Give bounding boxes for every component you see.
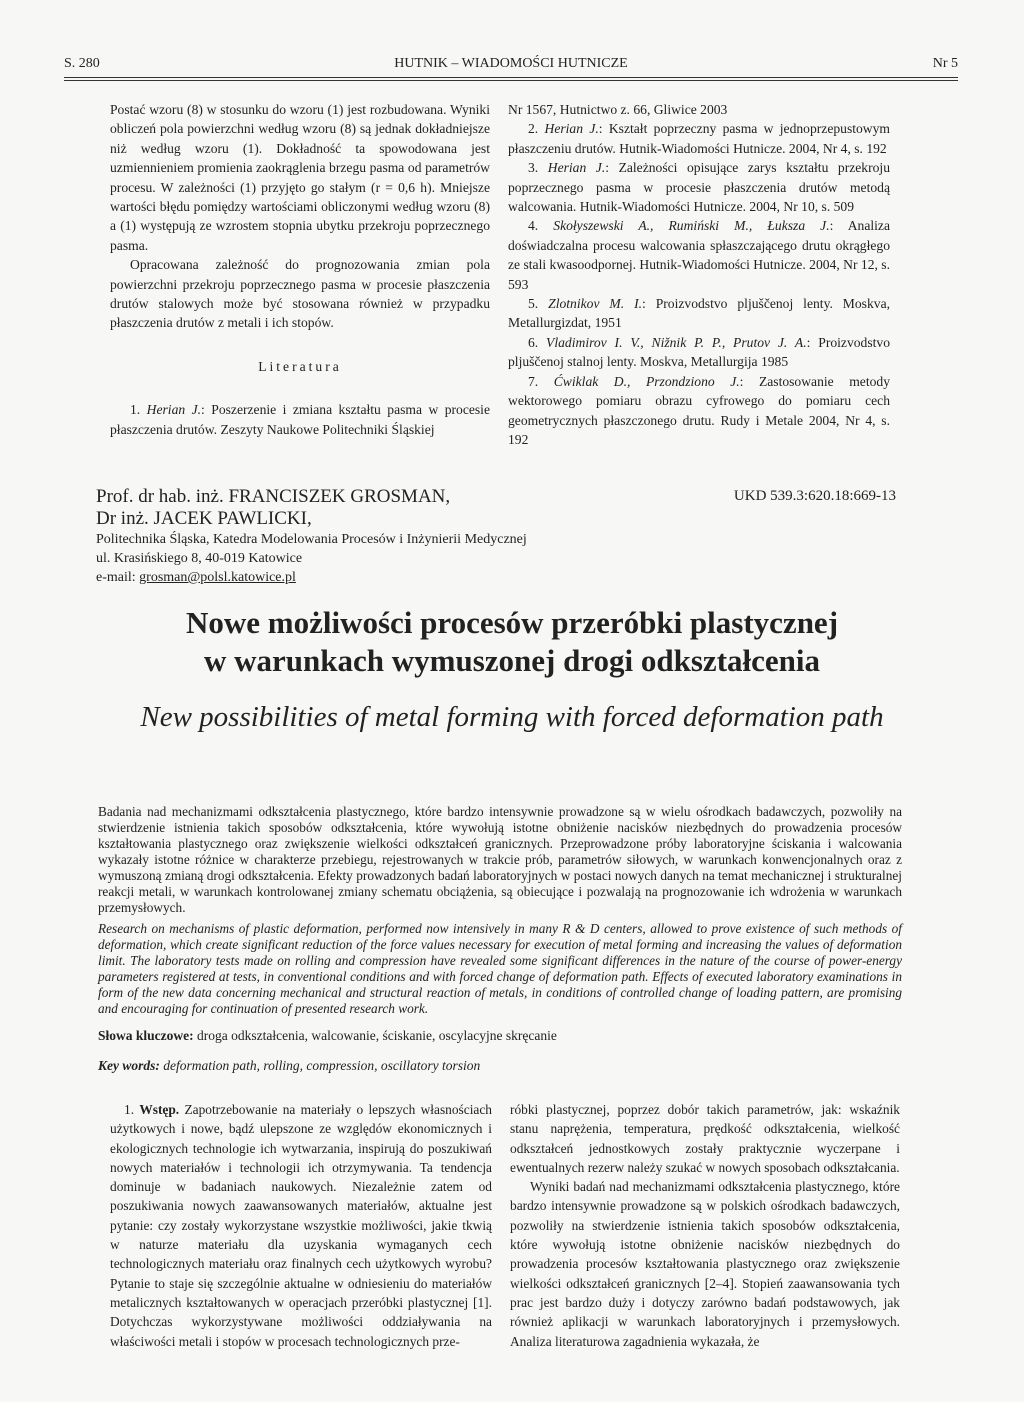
section-heading: Wstęp. — [139, 1102, 180, 1117]
author-name: Dr inż. JACEK PAWLICKI, — [96, 508, 312, 529]
keywords-text: deformation path, rolling, compression, oscillatory torsion — [159, 1058, 481, 1073]
body-right-column — [510, 1100, 900, 1351]
author-name: Prof. dr hab. inż. FRANCISZEK GROSMAN, — [96, 486, 451, 507]
previous-article-left-column — [110, 100, 490, 439]
title-line: Nowe możliwości procesów przeróbki plastycznej — [185, 605, 839, 640]
reference-continuation: Nr 1567, Hutnictwo z. 66, Gliwice 2003 — [508, 102, 728, 117]
reference-number: 4. — [528, 218, 539, 234]
keywords-english — [98, 1058, 480, 1074]
reference-item — [508, 372, 890, 450]
abstract-english: Research on mechanisms of plastic deformation, performed now intensively in many R & D centers, allowed to prove existence of such methods of deformation, which create significant reduction of the force values necessary for execution of metal forming and increasing the values of deformation limit. The laboratory tests made on rolling and compression have revealed some significant differences in the nature of the course of power-energy parameters registered at tests, in conventional conditions and with forced change of deformation path. Effects of executed laboratory examinations in form of the new data concerning mechanical and structural reaction of metals, in conditions of controlled change of loading pattern, are promising and encouraging for continuation of presented research work. — [98, 921, 902, 1016]
reference-item — [508, 216, 890, 294]
reference-text: : Zależności opisujące zarys kształtu przekroju poprzecznego pasma w procesie płaszczenia drutów metodą walcowania. Hutnik-Wiadomości Hutnicze. 2004, Nr 10, s. 509 — [508, 160, 891, 215]
reference-number: 5. — [528, 296, 539, 312]
paragraph: róbki plastycznej, poprzez dobór takich parametrów, jak: wskaźnik stanu naprężenia, temperatura, prędkość odkształcenia, wielkość odkształceń jednostkowych zostały praktycznie wyczerpane i ewentualnych rezerw należy szukać w nowych sposobach odkształcania. — [510, 1102, 900, 1175]
reference-item — [508, 158, 890, 216]
reference-item — [508, 294, 890, 333]
reference-author: Skołyszewski A., Rumiński M., Łuksza J. — [553, 218, 830, 234]
paragraph: Postać wzoru (8) w stosunku do wzoru (1) jest rozbudowana. Wyniki obliczeń pola powierzchni według wzoru (8) są jednak dokładniejsze niż według wzoru (1). Dokładność ta spowodowana jest uzmiennieniem promienia zaokrąglenia brzegu pasma od parametrów procesu. W zależności (1) przyjęto go stałym (r = 0,6 h). Mniejsze wartości błędu pomiędzy wartościami obliczonymi według wzoru (8) a (1) występują ze wzrostem stopnia ubytku przekroju poprzecznego pasma. — [110, 102, 490, 253]
header-rule-bottom — [64, 80, 958, 81]
page-number: S. 280 — [64, 56, 100, 71]
keywords-text: droga odkształcenia, walcowanie, ściskanie, oscylacyjne skręcanie — [193, 1028, 557, 1043]
article-title-polish — [60, 604, 964, 680]
address: ul. Krasińskiego 8, 40-019 Katowice — [96, 551, 303, 566]
reference-number: 3. — [528, 160, 539, 176]
header-rule-top — [64, 77, 958, 78]
paragraph — [110, 1100, 492, 1351]
body-left-column — [110, 1100, 492, 1351]
email-link[interactable]: grosman@polsl.katowice.pl — [139, 570, 296, 585]
email-label: e-mail: — [96, 570, 140, 585]
paragraph: Opracowana zależność do prognozowania zmian pola powierzchni przekroju poprzecznego pasma w procesie płaszczenia drutów stalowych może być stosowana również w przypadku płaszczenia drutów z metali i ich stopów. — [110, 257, 490, 331]
affiliation: Politechnika Śląska, Katedra Modelowania Procesów i Inżynierii Medycznej — [96, 532, 527, 547]
issue-number: Nr 5 — [932, 56, 958, 71]
reference-number: 6. — [528, 334, 539, 350]
reference-text: : Proizvodstvo pljuščenoj stalnoj lenty. Moskva, Metallurgija 1985 — [508, 334, 891, 370]
reference-text: : Analiza doświadczalna procesu walcowania spłaszczającego drutu okrągłego ze stali kwasoodpornej. Hutnik-Wiadomości Hutnicze. 2004, Nr 12, s. 593 — [508, 218, 890, 292]
journal-name: HUTNIK – WIADOMOŚCI HUTNICZE — [394, 56, 628, 71]
reference-author: Zlotnikov M. I. — [548, 296, 642, 312]
previous-article-right-column — [508, 100, 890, 449]
reference-number: 2. — [528, 121, 539, 137]
abstract-polish: Badania nad mechanizmami odkształcenia plastycznego, które bardzo intensywnie prowadzone są w wielu ośrodkach badawczych, pozwoliły na stwierdzenie istnienia takich sposobów odkształcenia, które wywołują istotne obniżenie nacisków niezbędnych do prowadzenia procesów kształtowania plastycznego oraz zwiększenie wielkości odkształceń granicznych. Przeprowadzone próby laboratoryjne ściskania i walcowania wykazały istotne różnice w charakterze przebiegu, rejestrowanych w trakcie prób, parametrów siłowych, w warunkach konwencjonalnych oraz z wymuszoną zmianą drogi odkształcenia. Efekty prowadzonych badań laboratoryjnych w postaci nowych danych na temat mechanicznej i strukturalnej reakcji metali, w warunkach kontrolowanej zmiany schematu obciążenia, są obiecujące i pozwalają na prognozowanie ich wdrożenia w warunkach przemysłowych. — [98, 804, 902, 915]
reference-author: Herian J. — [547, 160, 606, 176]
reference-text: : Proizvodstvo pljuščenoj lenty. Moskva, Metallurgizdat, 1951 — [508, 296, 891, 331]
ukd-classification: UKD 539.3:620.18:669-13 — [733, 488, 896, 504]
reference-item — [110, 400, 490, 439]
literature-heading: Literatura — [258, 358, 342, 374]
paragraph: Wyniki badań nad mechanizmami odkształcenia plastycznego, które bardzo intensywnie prowadzone są w polskich ośrodkach badawczych, pozwoliły na stwierdzenie istnienia takich sposobów odkształcenia, które wywołują istotne obniżenie nacisków niezbędnych do prowadzenia procesów kształtowania plastycznego oraz zwiększenie wielkości odkształceń granicznych [2–4]. Stopień zaawansowania tych prac jest bardzo duży i dotyczy zarówno badań podstawowych, jak również aplikacji w warunkach laboratoryjnych i przemysłowych. Analiza literaturowa zagadnienia wykazała, że — [510, 1179, 900, 1349]
reference-author: Ćwiklak D., Przondziono J. — [553, 373, 740, 389]
reference-number: 1. — [130, 402, 141, 418]
reference-author: Vladimirov I. V., Nižnik P. P., Prutov J. A. — [546, 334, 807, 350]
reference-author: Herian J. — [544, 121, 599, 137]
running-header — [64, 56, 958, 82]
title-line: w warunkach wymuszonej drogi odkształcenia — [203, 643, 821, 678]
section-number: 1. — [124, 1102, 140, 1117]
reference-text: : Poszerzenie i zmiana kształtu pasma w procesie płaszczenia drutów. Zeszyty Naukowe Politechniki Śląskiej — [110, 402, 490, 437]
reference-item — [508, 119, 890, 158]
paragraph-text: Zapotrzebowanie na materiały o lepszych własnościach użytkowych i nowe, bądź ulepszone ze względów ekonomicznych i ekologicznych technologie ich wytwarzania, inspirują do poszukiwań nowych materiałów i technologii ich otrzymywania. Ta tendencja dominuje w badaniach naukowych. Niezależnie zatem od poszukiwania nowych zaawansowanych materiałów, aktualne jest pytanie: czy zostały wykorzystane wszystkie możliwości, jakie tkwią w naturze materiału dla uzyskania wymaganych cech technologicznych materiału oraz finalnych cech użytkowych wyrobu? Pytanie to staje się szczególnie aktualne w odniesieniu do materiałów metalicznych kształtowanych w operacjach przeróbki plastycznej [1]. Dotychczas wykorzystywane możliwości oddziaływania na właściwości metali i stopów w procesach technologicznych prze- — [110, 1102, 492, 1349]
reference-author: Herian J. — [146, 402, 202, 418]
reference-text: : Zastosowanie metody wektorowego pomiaru obrazu cyfrowego do pomiaru cech geometrycznych płaszczonego drutu. Rudy i Metale 2004, Nr 4, s. 192 — [508, 373, 890, 447]
keywords-label: Słowa kluczowe: — [98, 1028, 194, 1043]
reference-number: 7. — [528, 373, 539, 389]
article-title-english: New possibilities of metal forming with forced deformation path — [140, 701, 884, 733]
email-line — [96, 568, 736, 587]
author-block — [96, 486, 736, 587]
reference-text: : Kształt poprzeczny pasma w jednoprzepustowym płaszczeniu drutów. Hutnik-Wiadomości Hutnicze. 2004, Nr 4, s. 192 — [508, 121, 890, 156]
keywords-polish — [98, 1028, 557, 1044]
reference-item — [508, 333, 890, 372]
keywords-label: Key words: — [98, 1058, 160, 1073]
